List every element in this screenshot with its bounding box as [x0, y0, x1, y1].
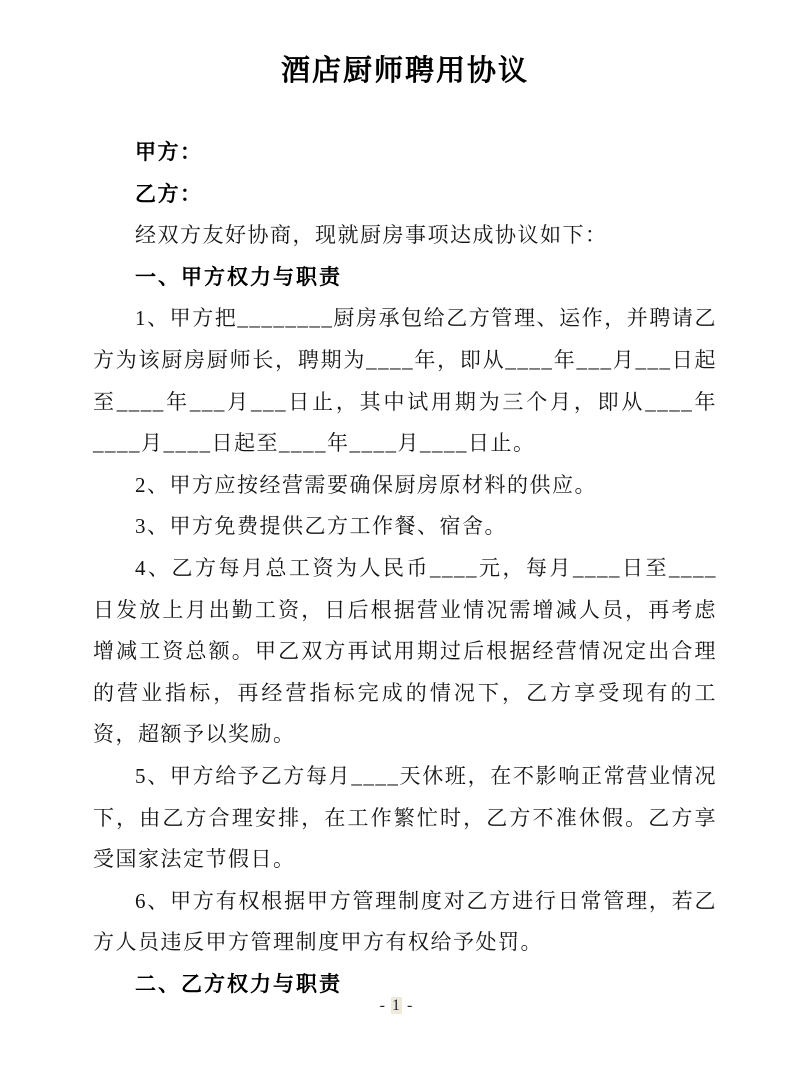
clause-2: 2、甲方应按经营需要确保厨房原材料的供应。	[135, 472, 597, 497]
section-2-heading: 二、乙方权力与职责	[135, 972, 342, 996]
clause-4: 4、乙方每月总工资为人民币____元，每月____日至____日发放上月出勤工资，日后根据营业情况需增减人员，再考虑增减工资总额。甲乙双方再试用期过后根据经营情况定出合理的营业指标，再经营指标完成的情况下，乙方享受现有的工资，超额予以奖励。	[93, 555, 717, 747]
section-1-heading: 一、甲方权力与职责	[135, 265, 342, 289]
document-title: 酒店厨师聘用协议	[280, 55, 529, 87]
intro-paragraph: 经双方友好协商，现就厨房事项达成协议如下：	[135, 223, 608, 248]
clause-5: 5、甲方给予乙方每月____天休班，在不影响正常营业情况下，由乙方合理安排，在工作繁忙时，乙方不准休假。乙方享受国家法定节假日。	[93, 763, 717, 872]
clause-1: 1、甲方把________厨房承包给乙方管理、运作，并聘请乙方为该厨房厨师长，聘期为____年，即从____年___月___日起至____年___月___日止，其中试用期为三个月，即从____年____月____日起至____年____月____日止。	[93, 306, 717, 456]
page-number-suffix: -	[402, 997, 414, 1014]
clause-3: 3、甲方免费提供乙方工作餐、宿舍。	[135, 514, 507, 539]
clause-6: 6、甲方有权根据甲方管理制度对乙方进行日常管理，若乙方人员违反甲方管理制度甲方有权给予处罚。	[93, 888, 717, 955]
party-b-line: 乙方：	[135, 181, 203, 206]
page-footer	[0, 995, 793, 1017]
page-number-prefix: -	[379, 997, 391, 1014]
page-number: 1	[392, 997, 401, 1014]
party-a-line: 甲方：	[135, 140, 203, 164]
